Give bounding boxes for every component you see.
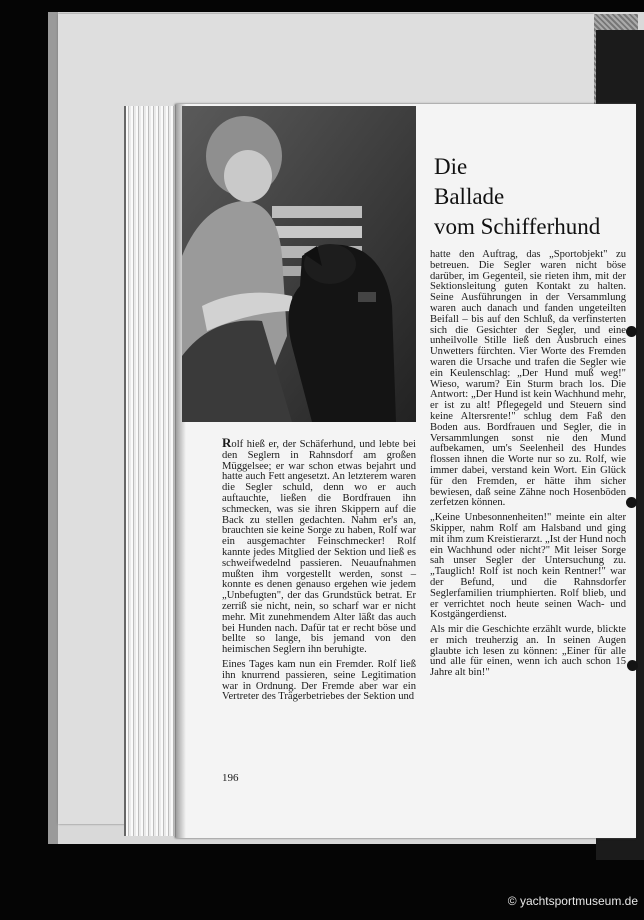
paragraph: hatte den Auftrag, das „Sportobjekt" zu betreuen. Die Segler waren nicht böse darüber, im Gegenteil, sie rieten ihm, mit der Sektionsleitung guten Kontakt zu halten. Seine Ausführungen in der Versammlung waren auch danach und fanden ungeteilten Beifall – bis auf den Schluß, da verfinsterten sich die Gesichter der Segler, und eine unheilvolle Stille ließ den Ausbruch eines Unwetters fürchten. Vier Worte des Fremden waren die Ursache und trafen die Segler wie ein Keulenschlag: „Der Hund muß weg!" Wieso, warum? Ein Sturm brach los. Die Antwort: „Der Hund ist kein Wachhund mehr, er ist zu alt! Pflegegeld und Steuern sind keine Altersrente!" schlug dem Faß den Boden aus. Bordfrauen und Segler, die in Versammlungen sonst nie den Mund aufbekamen, um's Seelenheil des Hundes flossen ihnen die Worte nur so zu. Rolf, wie immer dabei, verstand kein Wort. Ein Glück für den Fremden, er hätte ihm sicher bewiesen, daß seine Zähne noch Hosenböden zerfetzen können. — [430, 249, 626, 509]
woman-with-dog-photo — [182, 106, 416, 422]
title-line-1: Die — [434, 154, 468, 179]
drop-cap: R — [222, 435, 232, 450]
paragraph: Als mir die Geschichte erzählt wurde, blickte er mich treuherzig an. In seinen Augen glaubte ich lesen zu können: „Einer für alle und alle für einen, wenn ich auch schon 15 Jahre alt bin!" — [430, 624, 626, 679]
page-stack-edge — [124, 106, 180, 836]
paragraph-text: olf hieß er, der Schäferhund, und lebte bei den Seglern in Rahnsdorf am großen Müggelsee; er war schon etwas bejahrt und hatte auch Fett angesetzt. An letzterem waren die Segler schuld, denn wo er auch auftauchte, ließen die Bordfrauen ihn schmecken, was sie ihren Skippern auf die Back zu stellen gedachten. Nahm er's an, brauchten sie keine Sorge zu haben, Rolf war ein ausgemachter Feinschmecker! Rolf kannte jedes Mitglied der Sektion und ließ es schweifwedelnd passieren. Neuaufnahmen mußten ihm vorgestellt werden, sonst – konnte es denen genauso ergehen wie jedem „Unbefugten", der das Grundstück betrat. Er zerriß sie nicht, nein, so scharf war er nicht mehr. Mit zunehmendem Alter läßt das auch bei Hunden nach. Dafür tat er recht böse und bellte so lange, bis jemand von den heimischen Seglern ihn beruhigte. — [222, 439, 416, 656]
scan-background-edge — [48, 12, 58, 844]
binder-hole — [626, 326, 637, 337]
title-line-2: Ballade — [434, 184, 505, 209]
paragraph: Eines Tages kam nun ein Fremder. Rolf ließ ihn knurrend passieren, seine Legitimation war in Ordnung. Der Fremde aber war ein Vertreter des Trägerbetriebes der Sektion und — [222, 658, 416, 703]
paragraph — [222, 435, 416, 656]
binder-hole — [627, 660, 638, 671]
title-line-3: vom Schifferhund — [434, 214, 601, 239]
copyright-watermark: © yachtsportmuseum.de — [507, 894, 638, 908]
right-column — [430, 250, 626, 679]
paragraph: „Keine Unbesonnenheiten!" meinte ein alter Skipper, nahm Rolf am Halsband und ging mit ihm zum Kreistierarzt. „Ist der Hund noch ein Wachhund oder nicht?" Mit leiser Sorge sah unser Segler der Untersuchung zu. „Tauglich! Rolf ist noch kein Rentner!" war der Befund, und die Rahnsdorfer Seglerfamilien triumphierten. Rolf blieb, und er verrichtet noch heute seinen Wach- und Kostgängerdienst. — [430, 512, 626, 621]
article-title — [434, 152, 634, 242]
left-column — [222, 435, 416, 703]
page-number: 196 — [222, 772, 239, 784]
binder-hole — [626, 497, 637, 508]
